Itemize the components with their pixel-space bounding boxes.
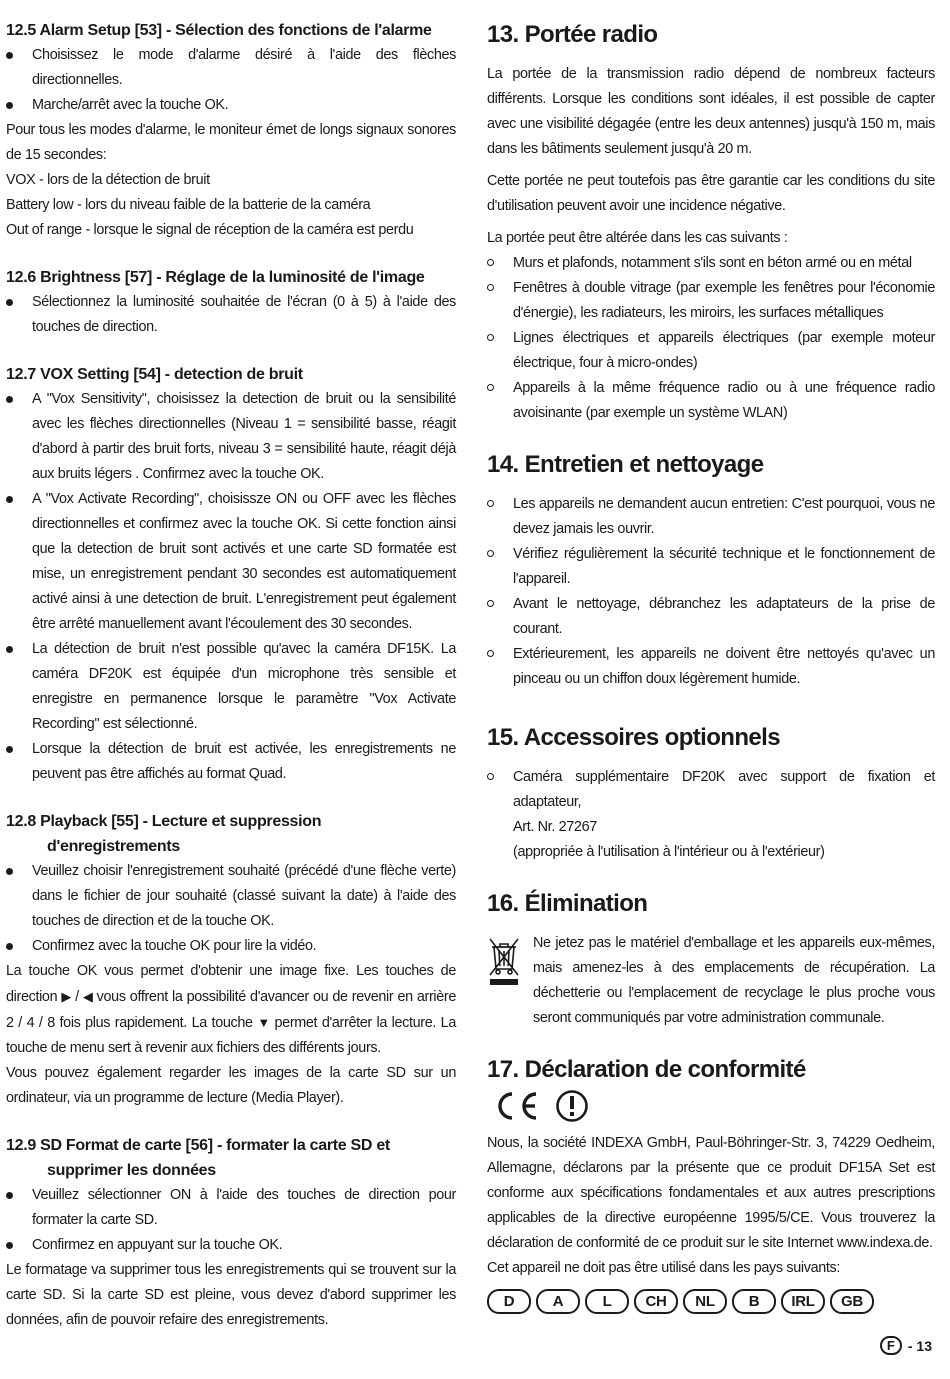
section-13 bbox=[487, 18, 935, 426]
section-17 bbox=[487, 1053, 935, 1314]
bullet-list bbox=[487, 251, 935, 426]
country-badge: IRL bbox=[781, 1289, 825, 1314]
text-run: / bbox=[71, 989, 83, 1005]
heading-line: d'enregistrements bbox=[47, 838, 180, 855]
arrow-left-icon: ◀ bbox=[82, 989, 93, 1004]
list-item: Fenêtres à double vitrage (par exemple les fenêtres pour l'économie d'énergie), les radiateurs, les miroirs, les surfaces métalliques bbox=[487, 276, 935, 326]
bullet-list bbox=[6, 387, 456, 787]
text-run: permet d'arrêter la lecture. La touche de menu sert à revenir aux fichiers des différents jours. bbox=[6, 1015, 456, 1056]
right-column bbox=[487, 18, 935, 1314]
list-item: Sélectionnez la luminosité souhaitée de l'écran (0 à 5) à l'aide des touches de direction. bbox=[6, 290, 456, 340]
paragraph: Ne jetez pas le matériel d'emballage et les appareils eux-mêmes, mais amenez-les à des emplacements de récupération. La déchetterie ou l'emplacement de recyclage le plus proche vous seront communiqués par votre administration communale. bbox=[533, 935, 935, 1026]
paragraph: Cette portée ne peut toutefois pas être garantie car les conditions du site d'utilisation peuvent avoir une incidence négative. bbox=[487, 173, 935, 214]
list-item: Vérifiez régulièrement la sécurité technique et le fonctionnement de l'appareil. bbox=[487, 542, 935, 592]
list-item: Lignes électriques et appareils électriques (par exemple moteur électrique, four à micro-ondes) bbox=[487, 326, 935, 376]
weee-bin-icon bbox=[487, 935, 521, 987]
list-item: Marche/arrêt avec la touche OK. bbox=[6, 93, 456, 118]
paragraph: Cet appareil ne doit pas être utilisé dans les pays suivants: bbox=[487, 1260, 841, 1276]
section-heading: 12.6 Brightness [57] - Réglage de la luminosité de l'image bbox=[6, 269, 425, 286]
list-item: Avant le nettoyage, débranchez les adaptateurs de la prise de courant. bbox=[487, 592, 935, 642]
bullet-list bbox=[6, 859, 456, 959]
text-line: Caméra supplémentaire DF20K avec support de fixation et adaptateur, bbox=[513, 769, 935, 810]
country-list bbox=[487, 1289, 935, 1314]
list-item: La détection de bruit n'est possible qu'avec la caméra DF15K. La caméra DF20K est équipée d'un microphone très sensible et enregistre en permanence lorsque le paramètre "Vox Activate Recording" est sélectionné. bbox=[6, 637, 456, 737]
bullet-list bbox=[6, 1183, 456, 1258]
list-item: A "Vox Activate Recording", choisissze ON ou OFF avec les flèches directionnelles et confirmez avec la touche OK. Si cette fonction ainsi que la detection de bruit sont activés et une carte SD formatée est mise, un enregistrement pendant 30 secondes est automatiquement activé ainsi à une detection de bruit. L'enregistrement peut également être arrêté manuellement avant l'écoulement des 30 secondes. bbox=[6, 487, 456, 637]
country-badge: L bbox=[585, 1289, 629, 1314]
bullet-list bbox=[487, 765, 935, 865]
list-item: Appareils à la même fréquence radio ou à une fréquence radio avoisinante (par exemple un système WLAN) bbox=[487, 376, 935, 426]
section-12-6 bbox=[6, 265, 456, 340]
paragraph: Vous pouvez également regarder les images de la carte SD sur un ordinateur, via un programme de lecture (Media Player). bbox=[6, 1065, 456, 1106]
country-badge: A bbox=[536, 1289, 580, 1314]
country-badge: D bbox=[487, 1289, 531, 1314]
list-item bbox=[487, 765, 935, 865]
paragraph: Nous, la société INDEXA GmbH, Paul-Böhringer-Str. 3, 74229 Oedheim, Allemagne, déclarons par la présente que ce produit DF15A Set est conforme aux spécifications fondamentales et aux autres prescriptions applicables de la directive européenne 1995/5/CE. Vous trouverez la déclaration de conformité de ce produit sur le site Internet www.indexa.de. bbox=[487, 1135, 935, 1251]
alert-icon bbox=[555, 1089, 589, 1123]
list-item: Veuillez sélectionner ON à l'aide des touches de direction pour formater la carte SD. bbox=[6, 1183, 456, 1233]
section-heading bbox=[6, 1133, 456, 1183]
language-badge: F bbox=[880, 1336, 902, 1355]
paragraph: La portée de la transmission radio dépend de nombreux facteurs différents. Lorsque les conditions sont idéales, il est possible de capter avec une visibilité dégagée (entre les deux antennes) jusqu'à 150 m, mais dans les bâtiments seulement jusqu'à 20 m. bbox=[487, 66, 935, 157]
page-footer bbox=[880, 1336, 932, 1355]
list-item: Veuillez choisir l'enregistrement souhaité (précédé d'une flèche verte) dans le fichier de jour souhaité (classé suivant la date) à l'aide des touches de direction et de la touche OK. bbox=[6, 859, 456, 934]
paragraph: Battery low - lors du niveau faible de la batterie de la caméra bbox=[6, 197, 371, 213]
list-item: Extérieurement, les appareils ne doivent être nettoyés qu'avec un pinceau ou un chiffon doux légèrement humide. bbox=[487, 642, 935, 692]
country-badge: CH bbox=[634, 1289, 678, 1314]
paragraph: VOX - lors de la détection de bruit bbox=[6, 172, 210, 188]
country-badge: NL bbox=[683, 1289, 727, 1314]
paragraph: Le formatage va supprimer tous les enregistrements qui se trouvent sur la carte SD. Si la carte SD est pleine, vous devez d'abord supprimer les données, afin de pouvoir refaire des enregistrements. bbox=[6, 1262, 456, 1328]
text-line: Art. Nr. 27267 bbox=[513, 819, 597, 835]
country-badge: GB bbox=[830, 1289, 874, 1314]
heading-line: 12.9 SD Format de carte [56] - formater la carte SD et bbox=[6, 1137, 390, 1154]
bullet-list bbox=[6, 290, 456, 340]
list-item: Lorsque la détection de bruit est activée, les enregistrements ne peuvent pas être affichés au format Quad. bbox=[6, 737, 456, 787]
bullet-list bbox=[487, 492, 935, 692]
paragraph: Pour tous les modes d'alarme, le moniteur émet de longs signaux sonores de 15 secondes: bbox=[6, 122, 456, 163]
list-item: Murs et plafonds, notamment s'ils sont en béton armé ou en métal bbox=[487, 251, 935, 276]
section-heading: 12.7 VOX Setting [54] - detection de bruit bbox=[6, 366, 303, 383]
text-line: (appropriée à l'utilisation à l'intérieur ou à l'extérieur) bbox=[513, 844, 825, 860]
heading-line: 12.8 Playback [55] - Lecture et suppression bbox=[6, 813, 322, 830]
arrow-right-icon: ▶ bbox=[61, 989, 72, 1004]
paragraph: Out of range - lorsque le signal de réception de la caméra est perdu bbox=[6, 222, 414, 238]
section-heading: 14. Entretien et nettoyage bbox=[487, 451, 764, 478]
conformity-marks bbox=[491, 1089, 935, 1123]
list-item: Choisissez le mode d'alarme désiré à l'aide des flèches directionnelles. bbox=[6, 43, 456, 93]
section-14 bbox=[487, 448, 935, 692]
text-run: La touche OK vous permet d'obtenir une image fixe. Les touches de direction bbox=[6, 963, 456, 1005]
section-12-9 bbox=[6, 1133, 456, 1333]
list-item: Confirmez avec la touche OK pour lire la vidéo. bbox=[6, 934, 456, 959]
text-run: vous offrent la possibilité d'avancer ou de revenir en arrière 2 / 4 / 8 fois plus rapidement. La touche bbox=[6, 989, 456, 1031]
paragraph bbox=[6, 959, 456, 1061]
bullet-list bbox=[6, 43, 456, 118]
list-item: Confirmez en appuyant sur la touche OK. bbox=[6, 1233, 456, 1258]
section-12-5 bbox=[6, 18, 456, 243]
arrow-down-icon: ▼ bbox=[257, 1015, 270, 1030]
section-12-8 bbox=[6, 809, 456, 1111]
section-heading: 13. Portée radio bbox=[487, 21, 658, 48]
section-heading: 16. Élimination bbox=[487, 890, 648, 917]
list-item: A "Vox Sensitivity", choisissez la detection de bruit ou la sensibilité avec les flèches directionnelles (Niveau 1 = sensibilité basse, réagit d'abord à partir des bruit forts, niveau 3 = sensibilité haute, réagit déjà aux bruits légers . Confirmez avec la touche OK. bbox=[6, 387, 456, 487]
ce-mark-icon bbox=[491, 1090, 541, 1122]
left-column bbox=[6, 18, 456, 1333]
section-heading: 12.5 Alarm Setup [53] - Sélection des fonctions de l'alarme bbox=[6, 22, 432, 39]
section-heading: 15. Accessoires optionnels bbox=[487, 724, 780, 751]
page-number: - 13 bbox=[907, 1337, 932, 1354]
list-item: Les appareils ne demandent aucun entretien: C'est pourquoi, vous ne devez jamais les ouvrir. bbox=[487, 492, 935, 542]
section-12-7 bbox=[6, 362, 456, 787]
section-heading bbox=[6, 809, 456, 859]
section-heading: 17. Déclaration de conformité bbox=[487, 1056, 806, 1083]
country-badge: B bbox=[732, 1289, 776, 1314]
heading-line: supprimer les données bbox=[47, 1162, 216, 1179]
section-15 bbox=[487, 721, 935, 865]
paragraph: La portée peut être altérée dans les cas suivants : bbox=[487, 230, 788, 246]
section-16 bbox=[487, 887, 935, 1031]
